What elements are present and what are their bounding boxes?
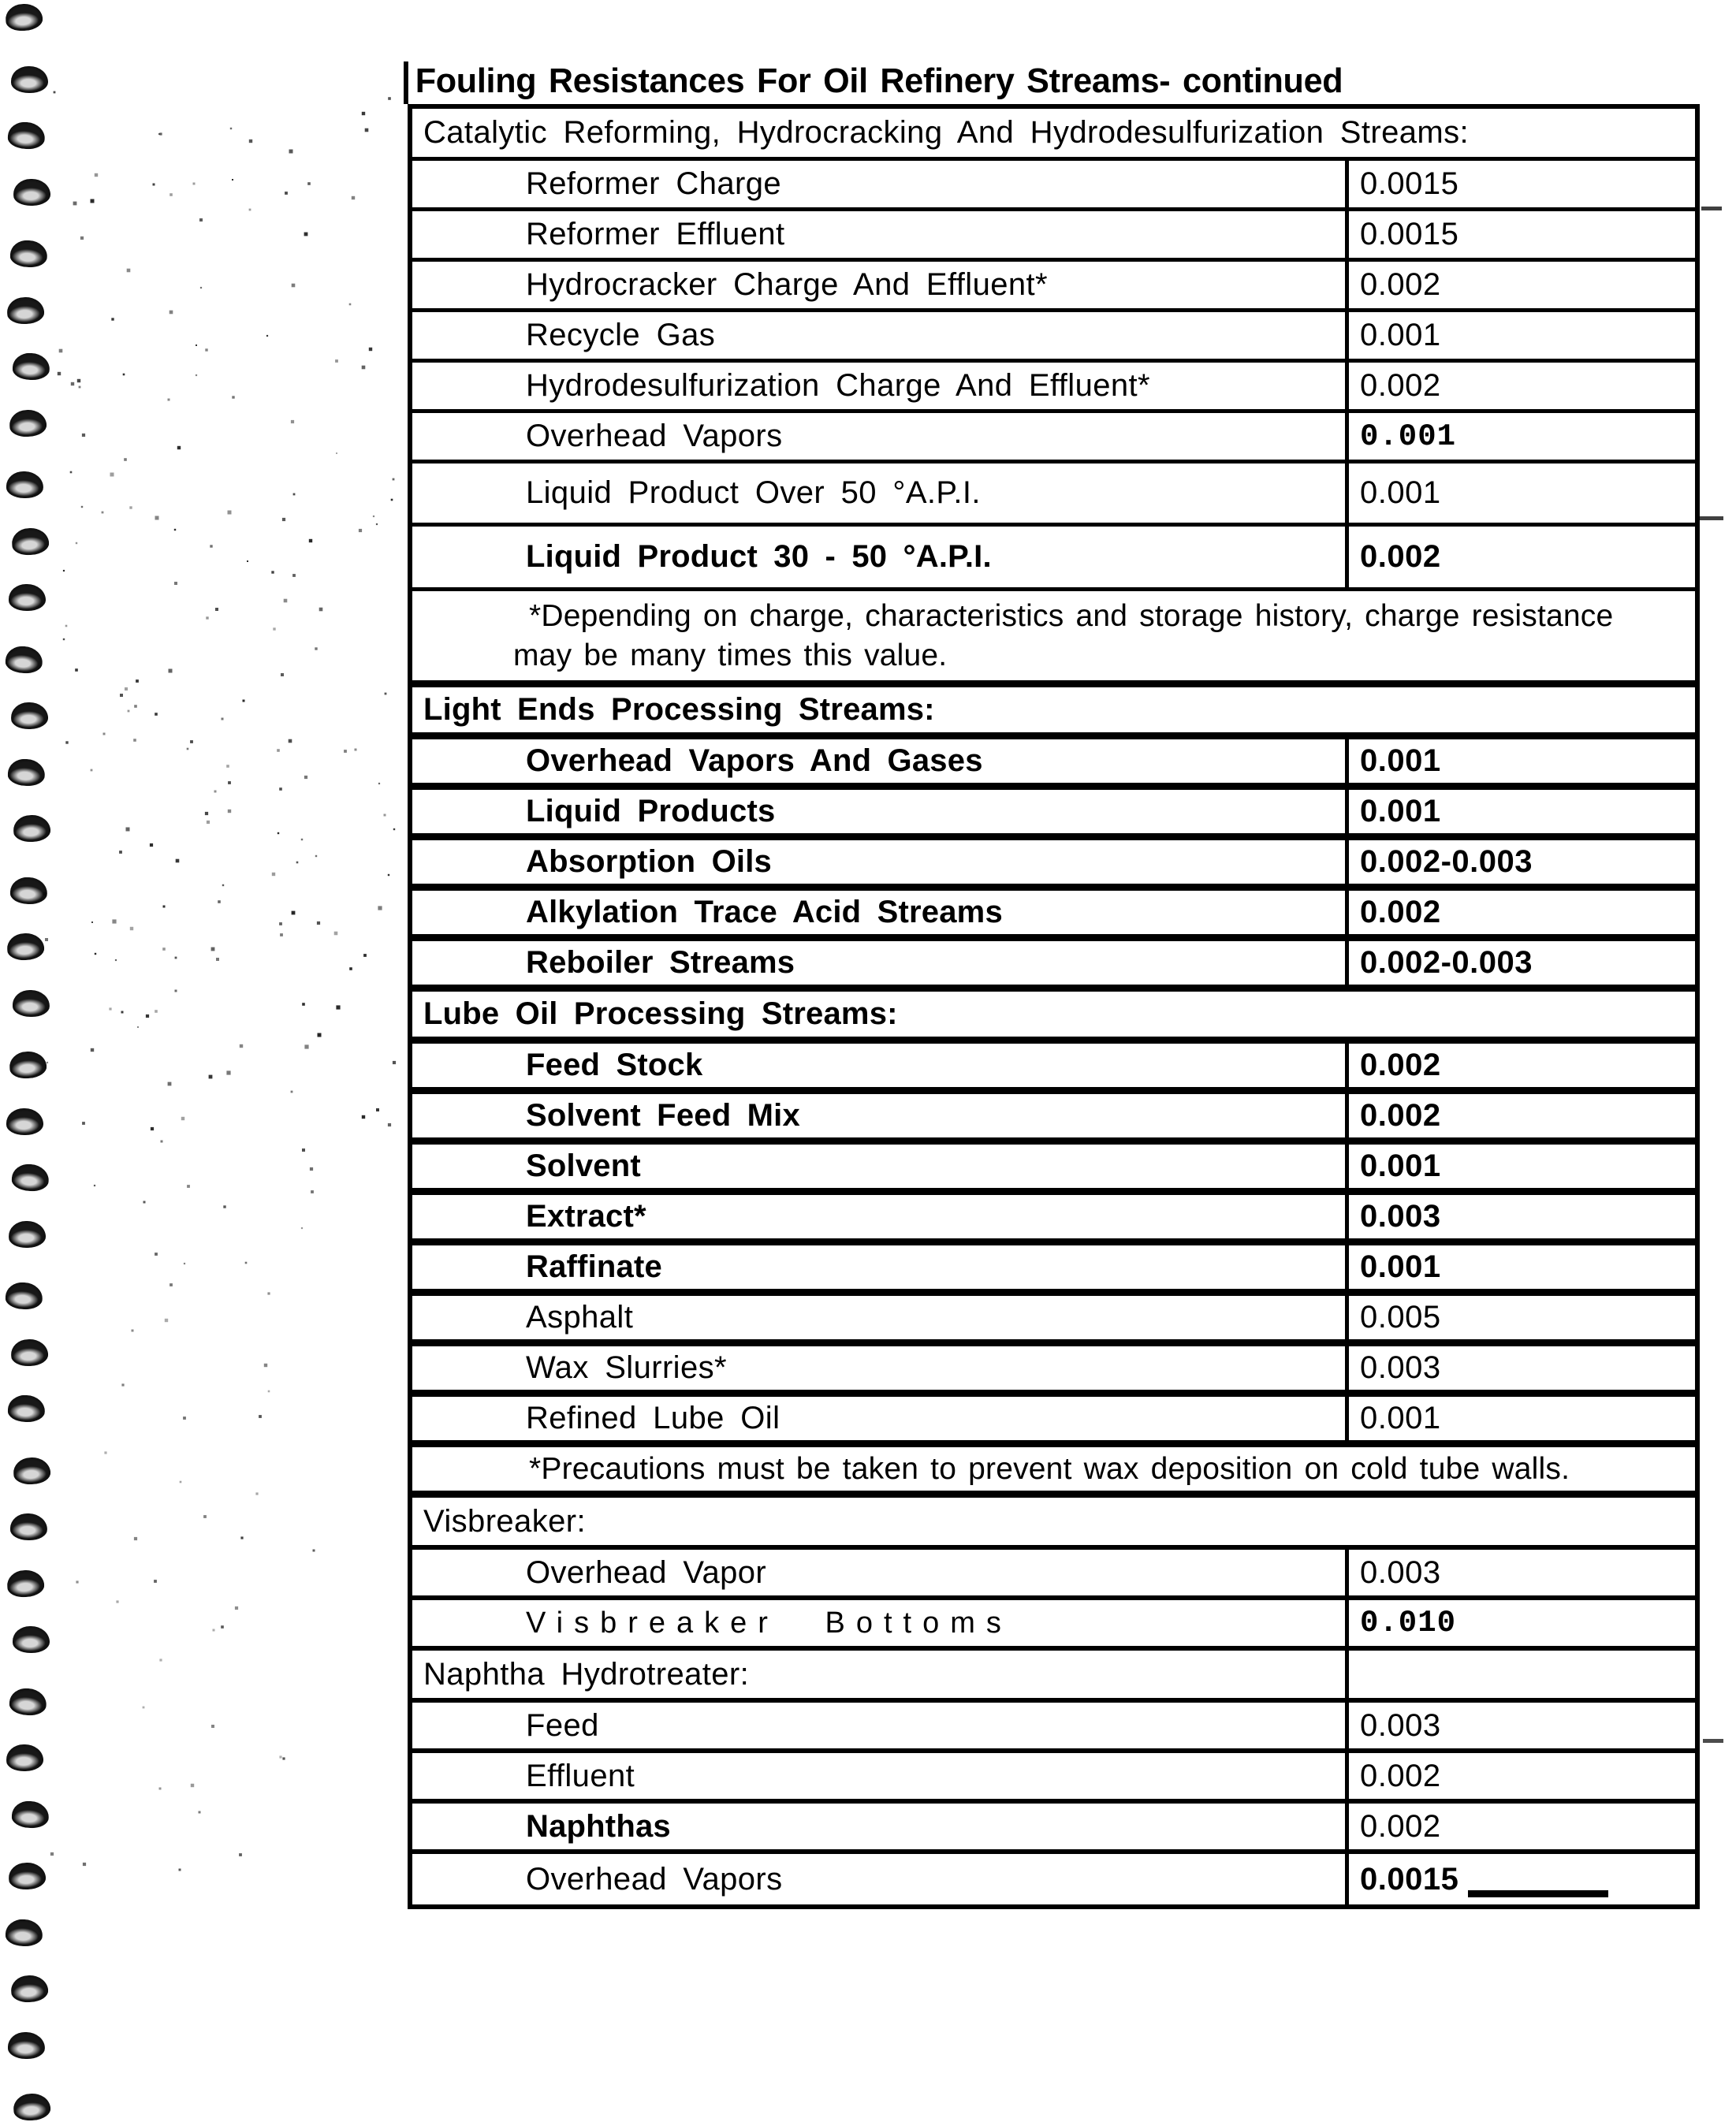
binding-hole [10,1975,49,2003]
binding-hole [6,1569,45,1598]
table-body [412,109,1695,1904]
binding-hole [6,296,44,325]
row-value: 0.0015 [1345,1854,1695,1904]
binding-hole [11,702,49,730]
row-label: Liquid Product Over 50 °A.P.I. [526,475,981,510]
footnote-line: *Depending on charge, characteristics and storage history, charge resistance [529,598,1614,633]
section-label: Naphtha Hydrotreater: [423,1656,750,1692]
binding-hole [6,933,45,961]
row-label: Overhead Vapor [526,1554,767,1590]
row-value: 0.001 [1345,312,1695,359]
section-label: Light Ends Processing Streams: [423,692,935,727]
table-section-row [412,687,1695,739]
row-label: Visbreaker Bottoms [526,1606,1012,1640]
table-row [412,1245,1695,1296]
row-value: 0.002-0.003 [1345,840,1695,884]
table-row [412,739,1695,790]
scan-artifact-tick [1703,1739,1723,1743]
row-value: 0.0015 [1345,161,1695,207]
binding-hole [5,1282,43,1310]
row-label: Reformer Effluent [526,217,785,251]
row-value: 0.010 [1345,1600,1695,1646]
binding-hole [13,1626,50,1653]
table-row [412,161,1695,211]
binding-hole [9,408,47,437]
binding-hole [9,1050,47,1079]
table-row [412,413,1695,463]
fouling-resistances-table [408,104,1700,1909]
row-label: Recycle Gas [526,318,716,352]
row-label: Solvent Feed Mix [526,1098,800,1133]
table-row [412,1145,1695,1195]
binding-hole [9,877,47,905]
section-label: Visbreaker: [423,1503,586,1539]
table-footnote-row [412,591,1695,687]
table-row [412,1195,1695,1245]
row-label: Raffinate [526,1249,662,1284]
binding-hole [13,1456,51,1484]
row-value: 0.002 [1345,262,1695,308]
table-row [412,1044,1695,1094]
table-row [412,211,1695,262]
row-value: 0.002 [1345,1044,1695,1087]
row-label: Naphthas [526,1808,671,1844]
table-row [412,1397,1695,1447]
binding-hole [9,240,48,268]
row-value: 0.003 [1345,1346,1695,1390]
row-label: Liquid Products [526,794,776,828]
binding-hole [7,758,46,786]
row-label: Overhead Vapors [526,1861,783,1897]
footnote-text [412,591,1613,680]
table-row [412,1703,1695,1753]
footnote-line: may be many times this value. [513,638,948,672]
row-value: 0.002-0.003 [1345,941,1695,985]
row-value: 0.002 [1345,891,1695,934]
table-row [412,1753,1695,1804]
binding-hole [8,2031,46,2059]
table-row [412,1346,1695,1397]
table-footnote-row [412,1447,1695,1498]
section-label: Lube Oil Processing Streams: [423,996,898,1031]
binding-hole [11,527,50,556]
row-value: 0.001 [1345,1397,1695,1440]
table-row [412,262,1695,312]
row-label: Liquid Product 30 - 50 °A.P.I. [526,539,992,574]
binding-hole [13,178,51,206]
table-row [412,1094,1695,1145]
row-value: 0.003 [1345,1703,1695,1748]
row-label: Feed [526,1707,599,1743]
binding-hole [9,1687,47,1716]
table-row [412,312,1695,363]
binding-hole [6,1108,43,1135]
page-title: Fouling Resistances For Oil Refinery Streams- continued [404,61,1343,104]
row-value: 0.003 [1345,1195,1695,1238]
row-value: 0.005 [1345,1296,1695,1339]
row-label: Feed Stock [526,1048,703,1082]
table-row [412,1804,1695,1854]
table-row [412,891,1695,941]
binding-hole [13,989,50,1017]
binding-hole [9,584,46,611]
row-label: Overhead Vapors And Gases [526,743,983,778]
row-label: Alkylation Trace Acid Streams [526,895,1003,929]
row-value [1345,1651,1695,1698]
table-section-row [412,1498,1695,1550]
row-label: Hydrodesulfurization Charge And Effluent* [526,368,1151,403]
binding-hole [7,1394,45,1423]
table-row [412,1550,1695,1600]
row-value: 0.002 [1345,1804,1695,1849]
table-row [412,1296,1695,1346]
table-row [412,363,1695,413]
binding-hole [8,1862,46,1890]
binding-hole [5,1919,43,1947]
binding-hole [10,1513,48,1541]
row-label: Hydrocracker Charge And Effluent* [526,267,1049,302]
row-label: Asphalt [526,1300,634,1335]
binding-hole [9,1220,47,1248]
binding-hole [13,814,50,843]
footnote-line: *Precautions must be taken to prevent wax deposition on cold tube walls. [529,1451,1570,1486]
binding-hole [12,352,50,381]
table-section-row [412,109,1695,161]
row-label: Wax Slurries* [526,1350,727,1385]
row-value: 0.001 [1345,1145,1695,1188]
row-label: Overhead Vapors [526,419,783,453]
row-value: 0.002 [1345,363,1695,409]
row-value: 0.002 [1345,527,1695,587]
row-label: Absorption Oils [526,844,772,879]
binding-hole [11,66,48,93]
row-value: 0.002 [1345,1753,1695,1799]
row-value: 0.002 [1345,1094,1695,1137]
binding-hole [11,1800,50,1828]
binding-hole [5,645,43,674]
table-row [412,463,1695,527]
row-label: Solvent [526,1148,641,1183]
row-value: 0.001 [1345,790,1695,833]
table-row [412,527,1695,591]
binding-hole [10,1338,48,1367]
binding-hole [11,1163,50,1192]
scan-artifact-tick [1701,207,1722,210]
section-label: Catalytic Reforming, Hydrocracking And Hydrodesulfurization Streams: [423,115,1470,150]
row-value: 0.001 [1345,413,1695,460]
table-section-row [412,992,1695,1044]
row-label: Extract* [526,1199,646,1234]
binding-hole [7,121,46,150]
table-row [412,840,1695,891]
row-label: Refined Lube Oil [526,1401,780,1435]
binding-hole [13,2092,51,2121]
table-row [412,941,1695,992]
table-section-row [412,1651,1695,1703]
binding-hole [5,2,43,32]
row-label: Reformer Charge [526,166,782,201]
row-value: 0.0015 [1345,211,1695,258]
row-value: 0.001 [1345,463,1695,523]
row-label: Effluent [526,1758,635,1793]
row-value: 0.001 [1345,1245,1695,1289]
row-value: 0.003 [1345,1550,1695,1595]
binding-hole [6,1744,44,1772]
scan-noise [0,0,2,2]
row-label: Reboiler Streams [526,945,795,980]
footnote-text [412,1447,1570,1491]
row-value: 0.001 [1345,739,1695,783]
table-row [412,1600,1695,1651]
scan-artifact-dash [1468,1890,1608,1897]
scan-artifact-tick [1700,516,1723,520]
table-row [412,790,1695,840]
binding-hole [6,471,44,499]
